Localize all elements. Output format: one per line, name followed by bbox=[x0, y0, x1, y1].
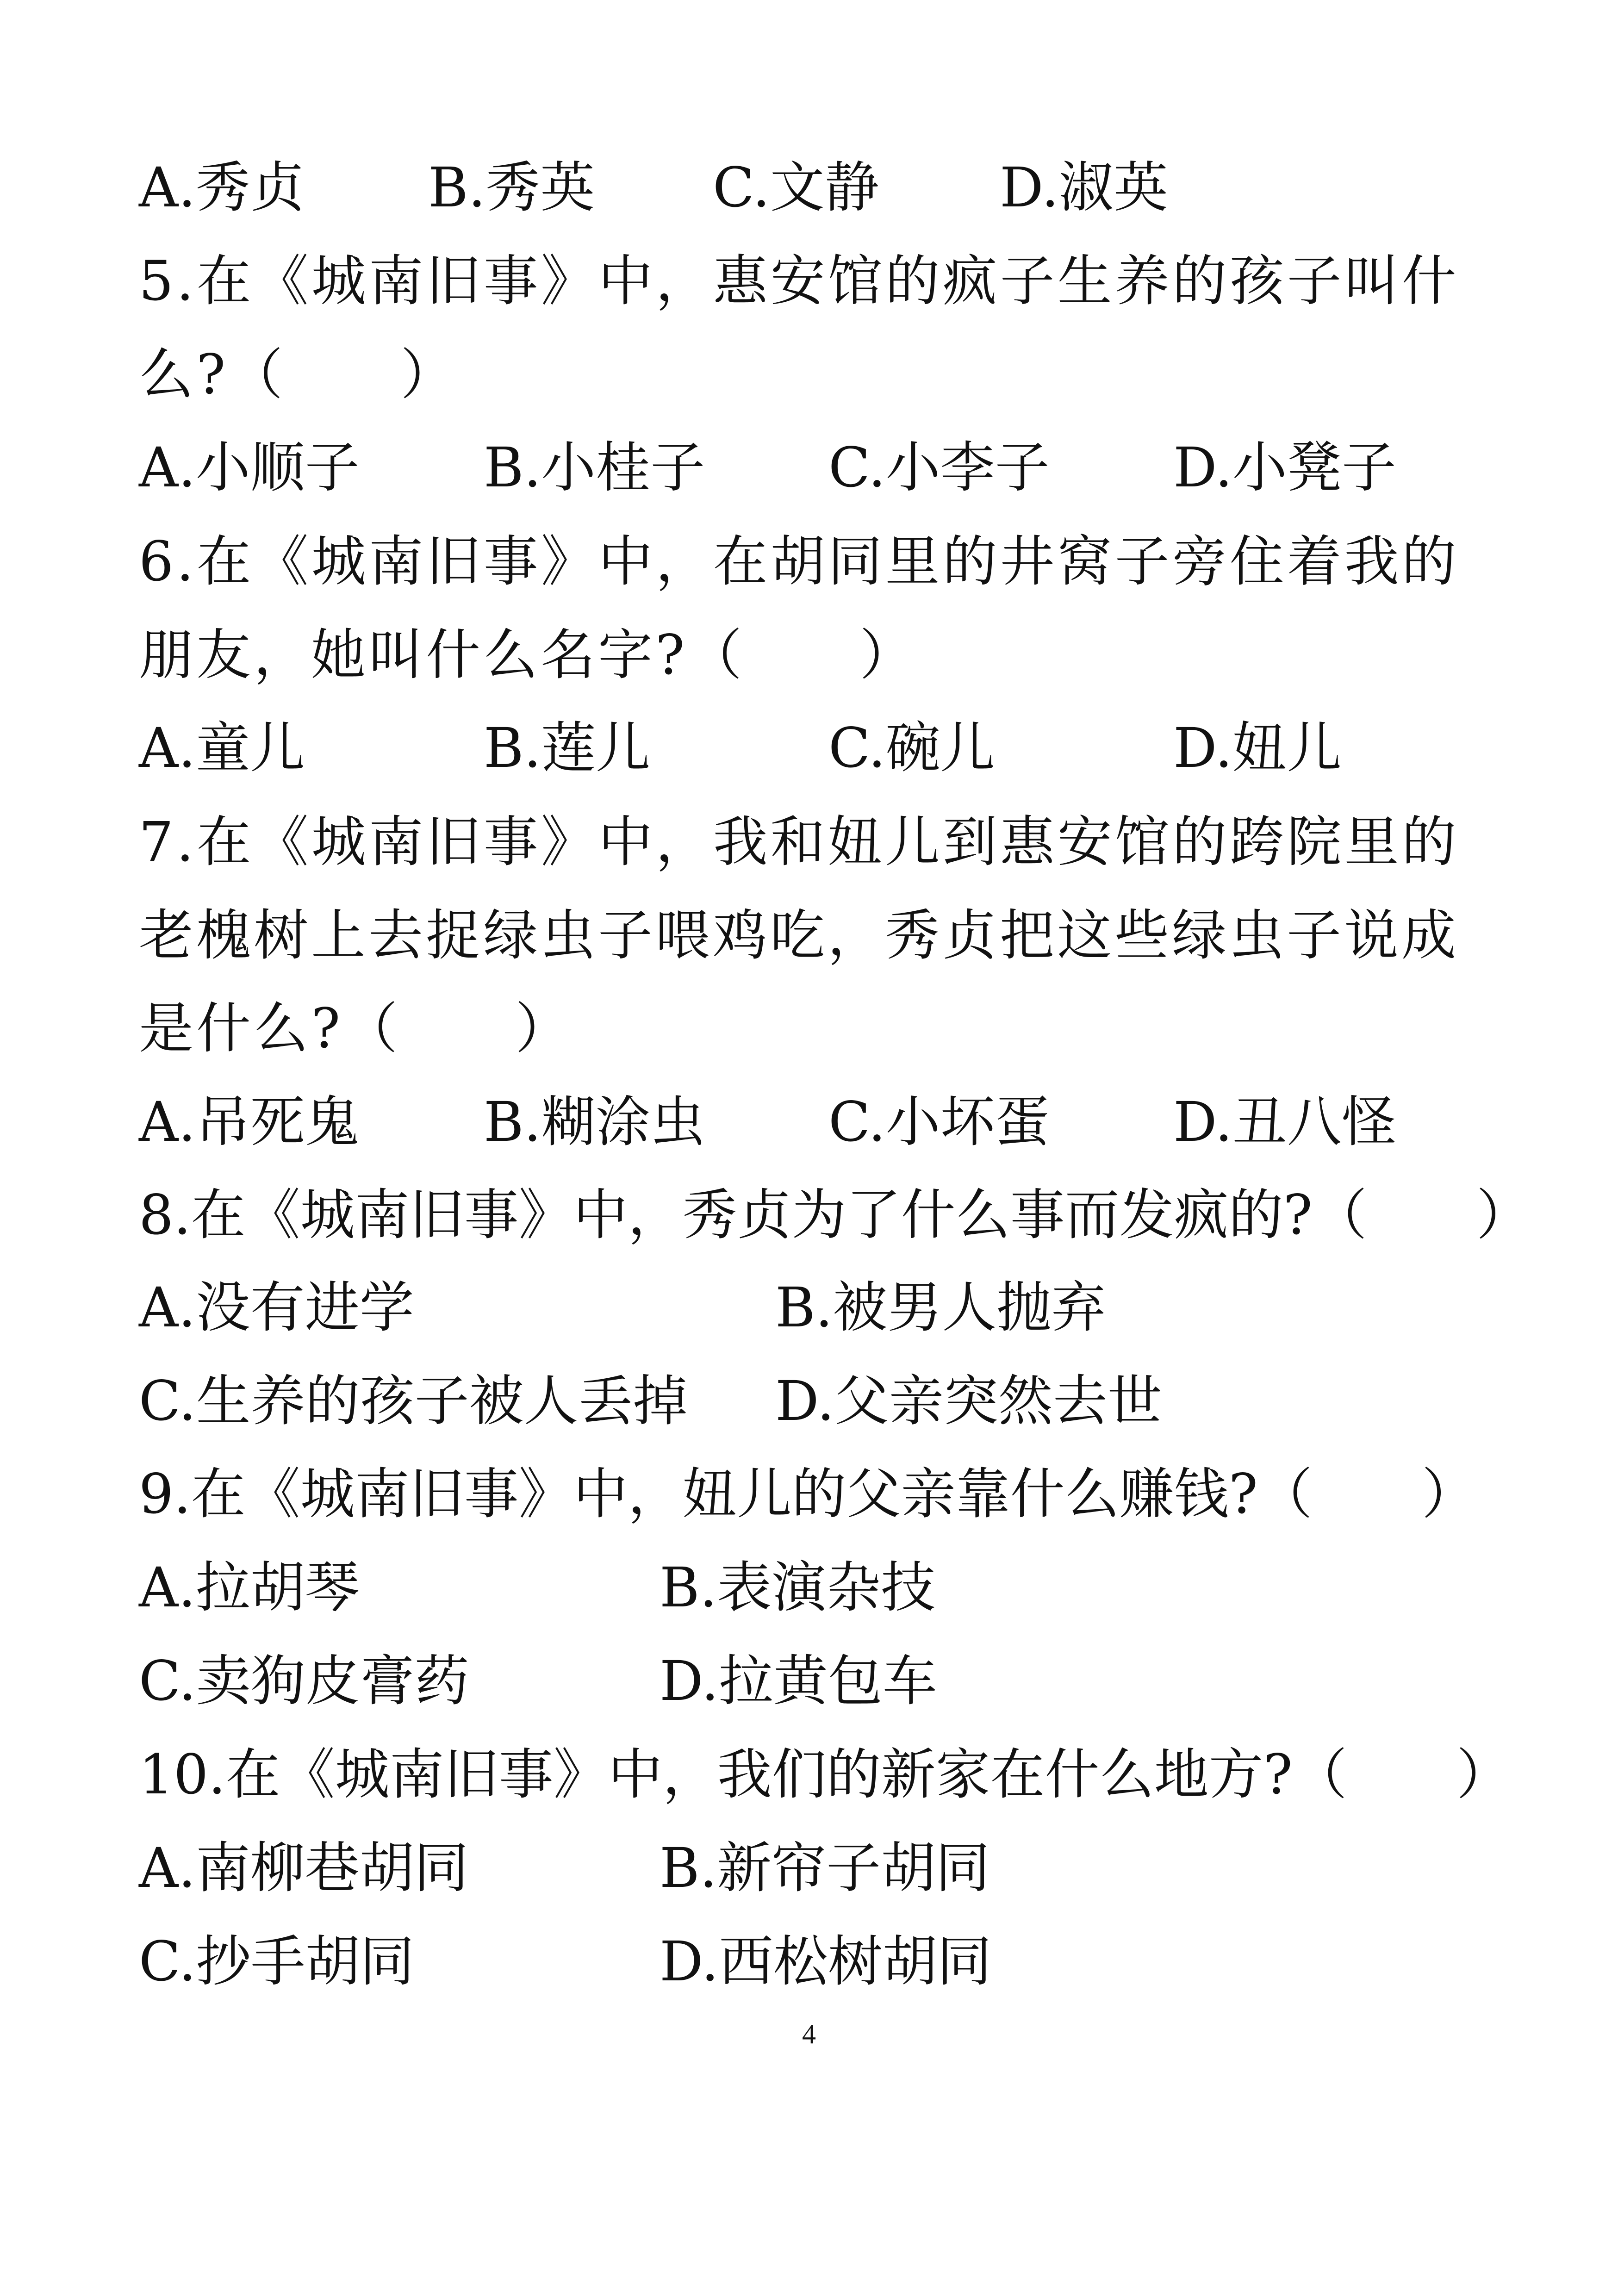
option-b: B.被男人抛弃 bbox=[775, 1276, 1106, 1339]
option-d: D.小凳子 bbox=[1173, 436, 1396, 499]
option-d: D.妞儿 bbox=[1173, 716, 1342, 780]
option-c: C.卖狗皮膏药 bbox=[139, 1649, 469, 1713]
question-6-stem: 6.在《城南旧事》中，在胡同里的井窝子旁住着我的 bbox=[139, 529, 1459, 593]
question-5-stem-cont: 么?（ ） bbox=[139, 342, 458, 406]
question-5-stem: 5.在《城南旧事》中，惠安馆的疯子生养的孩子叫什 bbox=[139, 249, 1459, 313]
option-a: A.童儿 bbox=[139, 716, 305, 780]
option-b: B.糊涂虫 bbox=[484, 1090, 705, 1154]
page-number: 4 bbox=[802, 2019, 816, 2049]
option-a: A.没有进学 bbox=[139, 1276, 414, 1339]
option-c: C.抄手胡同 bbox=[139, 1929, 415, 1993]
option-d: D.淑英 bbox=[1000, 156, 1168, 219]
option-a: A.南柳巷胡同 bbox=[139, 1836, 469, 1900]
option-b: B.表演杂技 bbox=[660, 1556, 936, 1619]
option-c: C.碗儿 bbox=[828, 716, 995, 780]
question-6-stem-cont: 朋友，她叫什么名字?（ ） bbox=[139, 623, 917, 687]
option-b: B.秀英 bbox=[428, 156, 595, 219]
option-d: D.父亲突然去世 bbox=[775, 1369, 1162, 1433]
question-9-stem: 9.在《城南旧事》中，妞儿的父亲靠什么赚钱?（ ） bbox=[139, 1462, 1476, 1526]
question-7-stem: 7.在《城南旧事》中，我和妞儿到惠安馆的跨院里的 bbox=[139, 810, 1459, 874]
option-a: A.秀贞 bbox=[139, 156, 305, 219]
question-8-stem: 8.在《城南旧事》中，秀贞为了什么事而发疯的?（ ） bbox=[139, 1183, 1531, 1247]
option-c: C.生养的孩子被人丢掉 bbox=[139, 1369, 688, 1433]
option-d: D.丑八怪 bbox=[1173, 1090, 1396, 1154]
option-d: D.拉黄包车 bbox=[660, 1649, 937, 1713]
option-b: B.莲儿 bbox=[484, 716, 651, 780]
option-a: A.小顺子 bbox=[139, 436, 360, 499]
question-10-stem: 10.在《城南旧事》中，我们的新家在什么地方?（ ） bbox=[139, 1742, 1511, 1806]
option-b: B.小桂子 bbox=[484, 436, 705, 499]
question-7-stem-cont: 是什么?（ ） bbox=[139, 996, 573, 1060]
option-c: C.小李子 bbox=[828, 436, 1050, 499]
option-d: D.西松树胡同 bbox=[660, 1929, 992, 1993]
option-b: B.新帘子胡同 bbox=[660, 1836, 990, 1900]
option-c: C.小坏蛋 bbox=[828, 1090, 1050, 1154]
option-c: C.文静 bbox=[713, 156, 879, 219]
question-7-stem-cont: 老槐树上去捉绿虫子喂鸡吃，秀贞把这些绿虫子说成 bbox=[139, 903, 1459, 967]
option-a: A.吊死鬼 bbox=[139, 1090, 360, 1154]
option-a: A.拉胡琴 bbox=[139, 1556, 360, 1619]
